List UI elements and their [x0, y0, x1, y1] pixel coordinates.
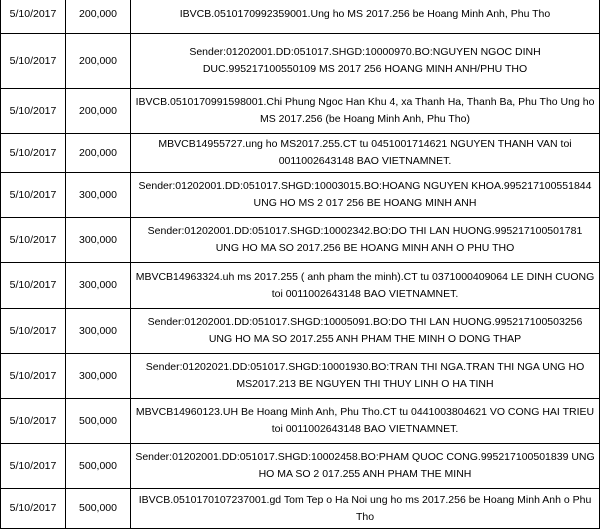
amount-cell: 300,000: [66, 309, 131, 354]
description-cell: Sender:01202001.DD:051017.SHGD:10002342.BO:DO THI LAN HUONG.995217100501781 UNG HO MA SO 2017.256 BE HOANG MINH ANH O PHU THO: [131, 218, 600, 263]
amount-cell: 300,000: [66, 263, 131, 309]
description-cell: Sender:01202001.DD:051017.SHGD:10003015.BO:HOANG NGUYEN KHOA.995217100551844 UNG HO MS 2 017 256 BE HOANG MINH ANH: [131, 173, 600, 218]
date-cell: 5/10/2017: [1, 34, 66, 89]
description-cell: Sender:01202001.DD:051017.SHGD:10002458.BO:PHAM QUOC CONG.995217100501839 UNG HO MA SO 2 017.255 ANH PHAM THE MINH: [131, 444, 600, 489]
amount-cell: 500,000: [66, 489, 131, 529]
table-row: [1, 399, 600, 444]
date-cell: 5/10/2017: [1, 489, 66, 529]
amount-cell: 300,000: [66, 218, 131, 263]
table-row: [1, 34, 600, 89]
amount-cell: 200,000: [66, 134, 131, 173]
date-cell: 5/10/2017: [1, 89, 66, 134]
amount-cell: 300,000: [66, 354, 131, 399]
table-row: [1, 134, 600, 173]
amount-cell: 200,000: [66, 89, 131, 134]
amount-cell: 300,000: [66, 173, 131, 218]
description-cell: IBVCB.0510170107237001.gd Tom Tep o Ha Noi ung ho ms 2017.256 be Hoang Minh Anh o Phu Tho: [131, 489, 600, 529]
table-body: [1, 0, 600, 529]
table-row: [1, 173, 600, 218]
table-row: [1, 444, 600, 489]
date-cell: 5/10/2017: [1, 134, 66, 173]
table-row: [1, 489, 600, 529]
description-cell: MBVCB14963324.uh ms 2017.255 ( anh pham the minh).CT tu 0371000409064 LE DINH CUONG toi 0011002643148 BAO VIETNAMNET.: [131, 263, 600, 309]
description-cell: MBVCB14955727.ung ho MS2017.255.CT tu 0451001714621 NGUYEN THANH VAN toi 0011002643148 BAO VIETNAMNET.: [131, 134, 600, 173]
amount-cell: 500,000: [66, 444, 131, 489]
table-row: [1, 0, 600, 34]
amount-cell: 500,000: [66, 399, 131, 444]
table-row: [1, 263, 600, 309]
description-cell: MBVCB14960123.UH Be Hoang Minh Anh, Phu Tho.CT tu 0441003804621 VO CONG HAI TRIEU toi 0011002643148 BAO VIETNAMNET.: [131, 399, 600, 444]
date-cell: 5/10/2017: [1, 309, 66, 354]
date-cell: 5/10/2017: [1, 263, 66, 309]
amount-cell: 200,000: [66, 34, 131, 89]
description-cell: IBVCB.0510170992359001.Ung ho MS 2017.256 be Hoang Minh Anh, Phu Tho: [131, 0, 600, 34]
table-row: [1, 309, 600, 354]
date-cell: 5/10/2017: [1, 173, 66, 218]
description-cell: IBVCB.0510170991598001.Chi Phung Ngoc Han Khu 4, xa Thanh Ha, Thanh Ba, Phu Tho Ung ho MS 2017.256 (be Hoang Minh Anh, Phu Tho): [131, 89, 600, 134]
table-row: [1, 89, 600, 134]
amount-cell: 200,000: [66, 0, 131, 34]
description-cell: Sender:01202001.DD:051017.SHGD:10000970.BO:NGUYEN NGOC DINH DUC.995217100550109 MS 2017 256 HOANG MINH ANH/PHU THO: [131, 34, 600, 89]
date-cell: 5/10/2017: [1, 354, 66, 399]
table-row: [1, 218, 600, 263]
date-cell: 5/10/2017: [1, 399, 66, 444]
date-cell: 5/10/2017: [1, 0, 66, 34]
description-cell: Sender:01202001.DD:051017.SHGD:10005091.BO:DO THI LAN HUONG.995217100503256 UNG HO MA SO 2017.255 ANH PHAM THE MINH O DONG THAP: [131, 309, 600, 354]
table-row: [1, 354, 600, 399]
description-cell: Sender:01202021.DD:051017.SHGD:10001930.BO:TRAN THI NGA.TRAN THI NGA UNG HO MS2017.213 BE NGUYEN THI THUY LINH O HA TINH: [131, 354, 600, 399]
date-cell: 5/10/2017: [1, 444, 66, 489]
date-cell: 5/10/2017: [1, 218, 66, 263]
